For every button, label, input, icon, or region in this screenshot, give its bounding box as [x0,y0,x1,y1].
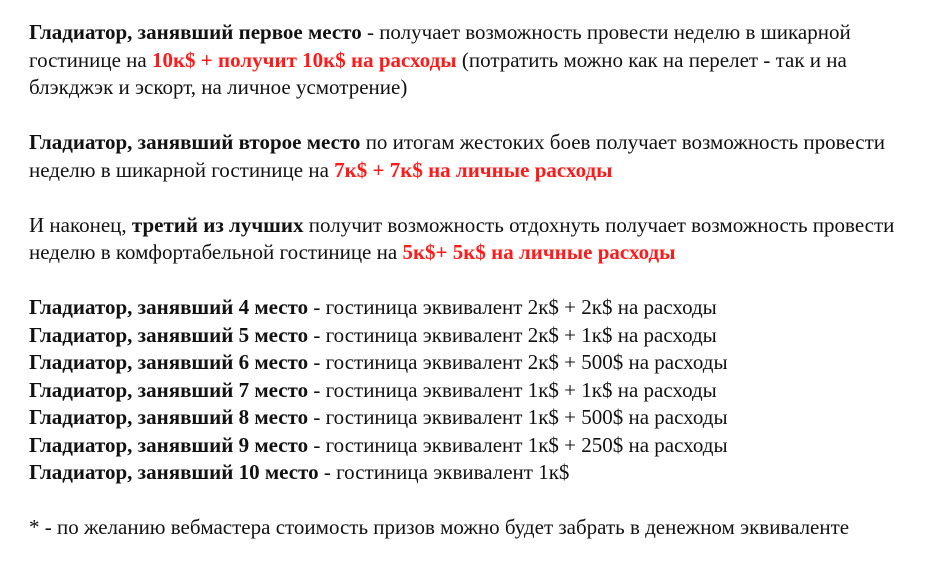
list-item [29,377,929,405]
third-place-text: получит возможность отдохнуть получает возможность провести неделю в комфортабельной гостинице на [29,212,895,264]
place-label: Гладиатор, занявший 10 место [29,460,319,484]
place-text: - гостиница эквивалент 1к$ + 250$ на расходы [308,432,728,457]
first-place-note: (потратить можно как на перелет - так и на блэкджэк и эскорт, на личное усмотрение) [29,47,847,99]
list-item [29,322,929,350]
first-place-prize: 10к$ + получит 10к$ на расходы [151,47,457,72]
place-text: - гостиница эквивалент 1к$ [318,460,570,484]
place-text: - гостиница эквивалент 2к$ + 500$ на расходы [308,350,728,374]
third-place-paragraph [29,212,929,267]
list-item [29,459,929,487]
footnote-text: * - по желанию вебмастера стоимость призов можно будет забрать в денежном эквиваленте [29,515,850,539]
footnote [29,514,929,542]
place-label: Гладиатор, занявший 8 место [29,405,309,429]
first-place-title: Гладиатор, занявший первое место [29,20,362,44]
third-place-prize: 5к$+ 5к$ на личные расходы [402,240,676,264]
second-place-title: Гладиатор, занявший второе место [29,130,361,154]
place-text: - гостиница эквивалент 2к$ + 1к$ на расходы [308,322,717,347]
place-text: - гостиница эквивалент 2к$ + 2к$ на расходы [308,295,717,319]
place-label: Гладиатор, занявший 6 место [29,350,309,374]
prize-document [29,19,929,569]
second-place-text: по итогам жестоких боев получает возможность провести неделю в шикарной гостинице на [29,130,886,182]
first-place-paragraph [29,19,929,102]
place-label: Гладиатор, занявший 4 место [29,295,309,319]
places-list [29,294,929,487]
list-item [29,404,929,432]
place-label: Гладиатор, занявший 5 место [29,322,309,347]
first-place-text: - получает возможность провести неделю в шикарной гостинице на [29,20,851,72]
second-place-prize: 7к$ + 7к$ на личные расходы [334,157,613,182]
third-place-title: третий из лучших [131,212,304,237]
list-item [29,432,929,460]
list-item [29,349,929,377]
second-place-paragraph [29,129,929,184]
place-text: - гостиница эквивалент 1к$ + 1к$ на расходы [308,377,717,402]
third-place-intro: И наконец, [29,212,132,237]
place-text: - гостиница эквивалент 1к$ + 500$ на расходы [308,405,728,429]
list-item [29,294,929,322]
place-label: Гладиатор, занявший 7 место [29,377,309,402]
place-label: Гладиатор, занявший 9 место [29,432,309,457]
